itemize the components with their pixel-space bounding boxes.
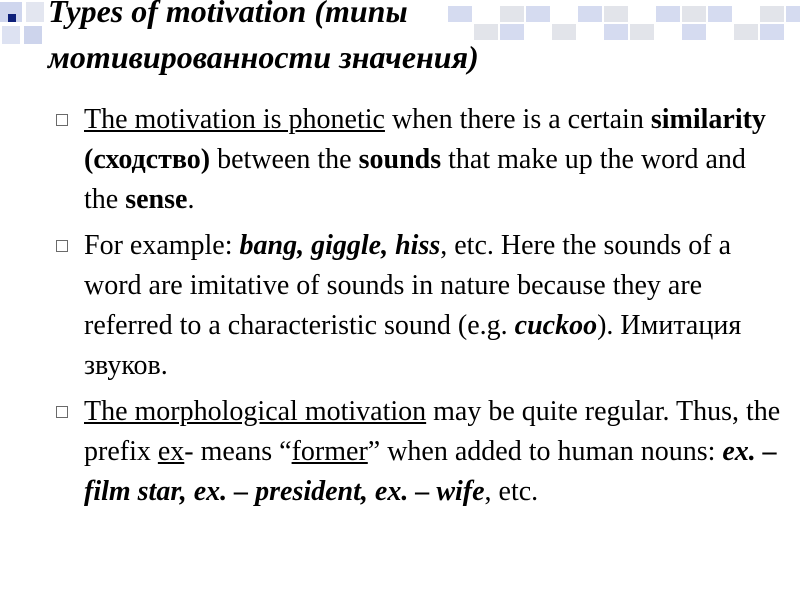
bullet-text-run: ” when added to human nouns: [367, 436, 723, 467]
hollow-square-bullet-icon [56, 406, 68, 418]
bullet-text-run: bang, giggle, hiss [239, 230, 441, 261]
bullet-text [84, 100, 782, 220]
decorative-square [26, 2, 44, 22]
title-line-2: мотивированности значения) [48, 39, 479, 75]
bullet-text [84, 392, 782, 512]
decorative-cell [786, 6, 800, 22]
bullet-text-run: . [187, 184, 195, 215]
bullet-text-run: when there is a certain [384, 104, 651, 135]
bullet-text-run: ). Имитация звуков. [84, 310, 742, 381]
title-bullet-icon [8, 14, 16, 22]
bullet-text-run: , etc. Here the sounds of a word are imitative of sounds in nature because they are referred to a characteristic sound (e.g. [84, 230, 732, 341]
decorative-square [2, 26, 20, 44]
bullet-item [0, 100, 800, 220]
bullet-text-run: ex. – film star, ex. – president, ex. – wife [84, 436, 777, 507]
hollow-square-bullet-icon [56, 240, 68, 252]
bullet-text-run: The morphological motivation [84, 396, 427, 427]
hollow-square-bullet-icon [56, 114, 68, 126]
page-title [48, 0, 788, 80]
bullet-text-run: , etc. [484, 476, 539, 507]
bullet-item [0, 226, 800, 386]
bullet-text-run: sense [125, 184, 188, 215]
bullet-text [84, 226, 782, 386]
decorative-cell [786, 24, 800, 40]
bullet-text-run: may be quite regular. Thus, the prefix [84, 396, 781, 467]
bullet-text-run: cuckoo [514, 310, 598, 341]
bullet-text-run: The motivation is phonetic [84, 104, 385, 135]
bullet-text-run: that make up the word and the [84, 144, 746, 215]
bullet-text-run: For example: [84, 230, 240, 261]
bullet-text-run: ex [157, 436, 185, 467]
bullet-text-run: similarity (сходство) [84, 104, 766, 175]
title-line-1: Types of motivation (типы [48, 0, 408, 29]
decorative-square [24, 26, 42, 44]
bullet-list [0, 100, 800, 518]
bullet-text-run: - means “ [184, 436, 292, 467]
bullet-text-run: between the [210, 144, 359, 175]
bullet-text-run: sounds [358, 144, 442, 175]
bullet-text-run: former [291, 436, 368, 467]
bullet-item [0, 392, 800, 512]
